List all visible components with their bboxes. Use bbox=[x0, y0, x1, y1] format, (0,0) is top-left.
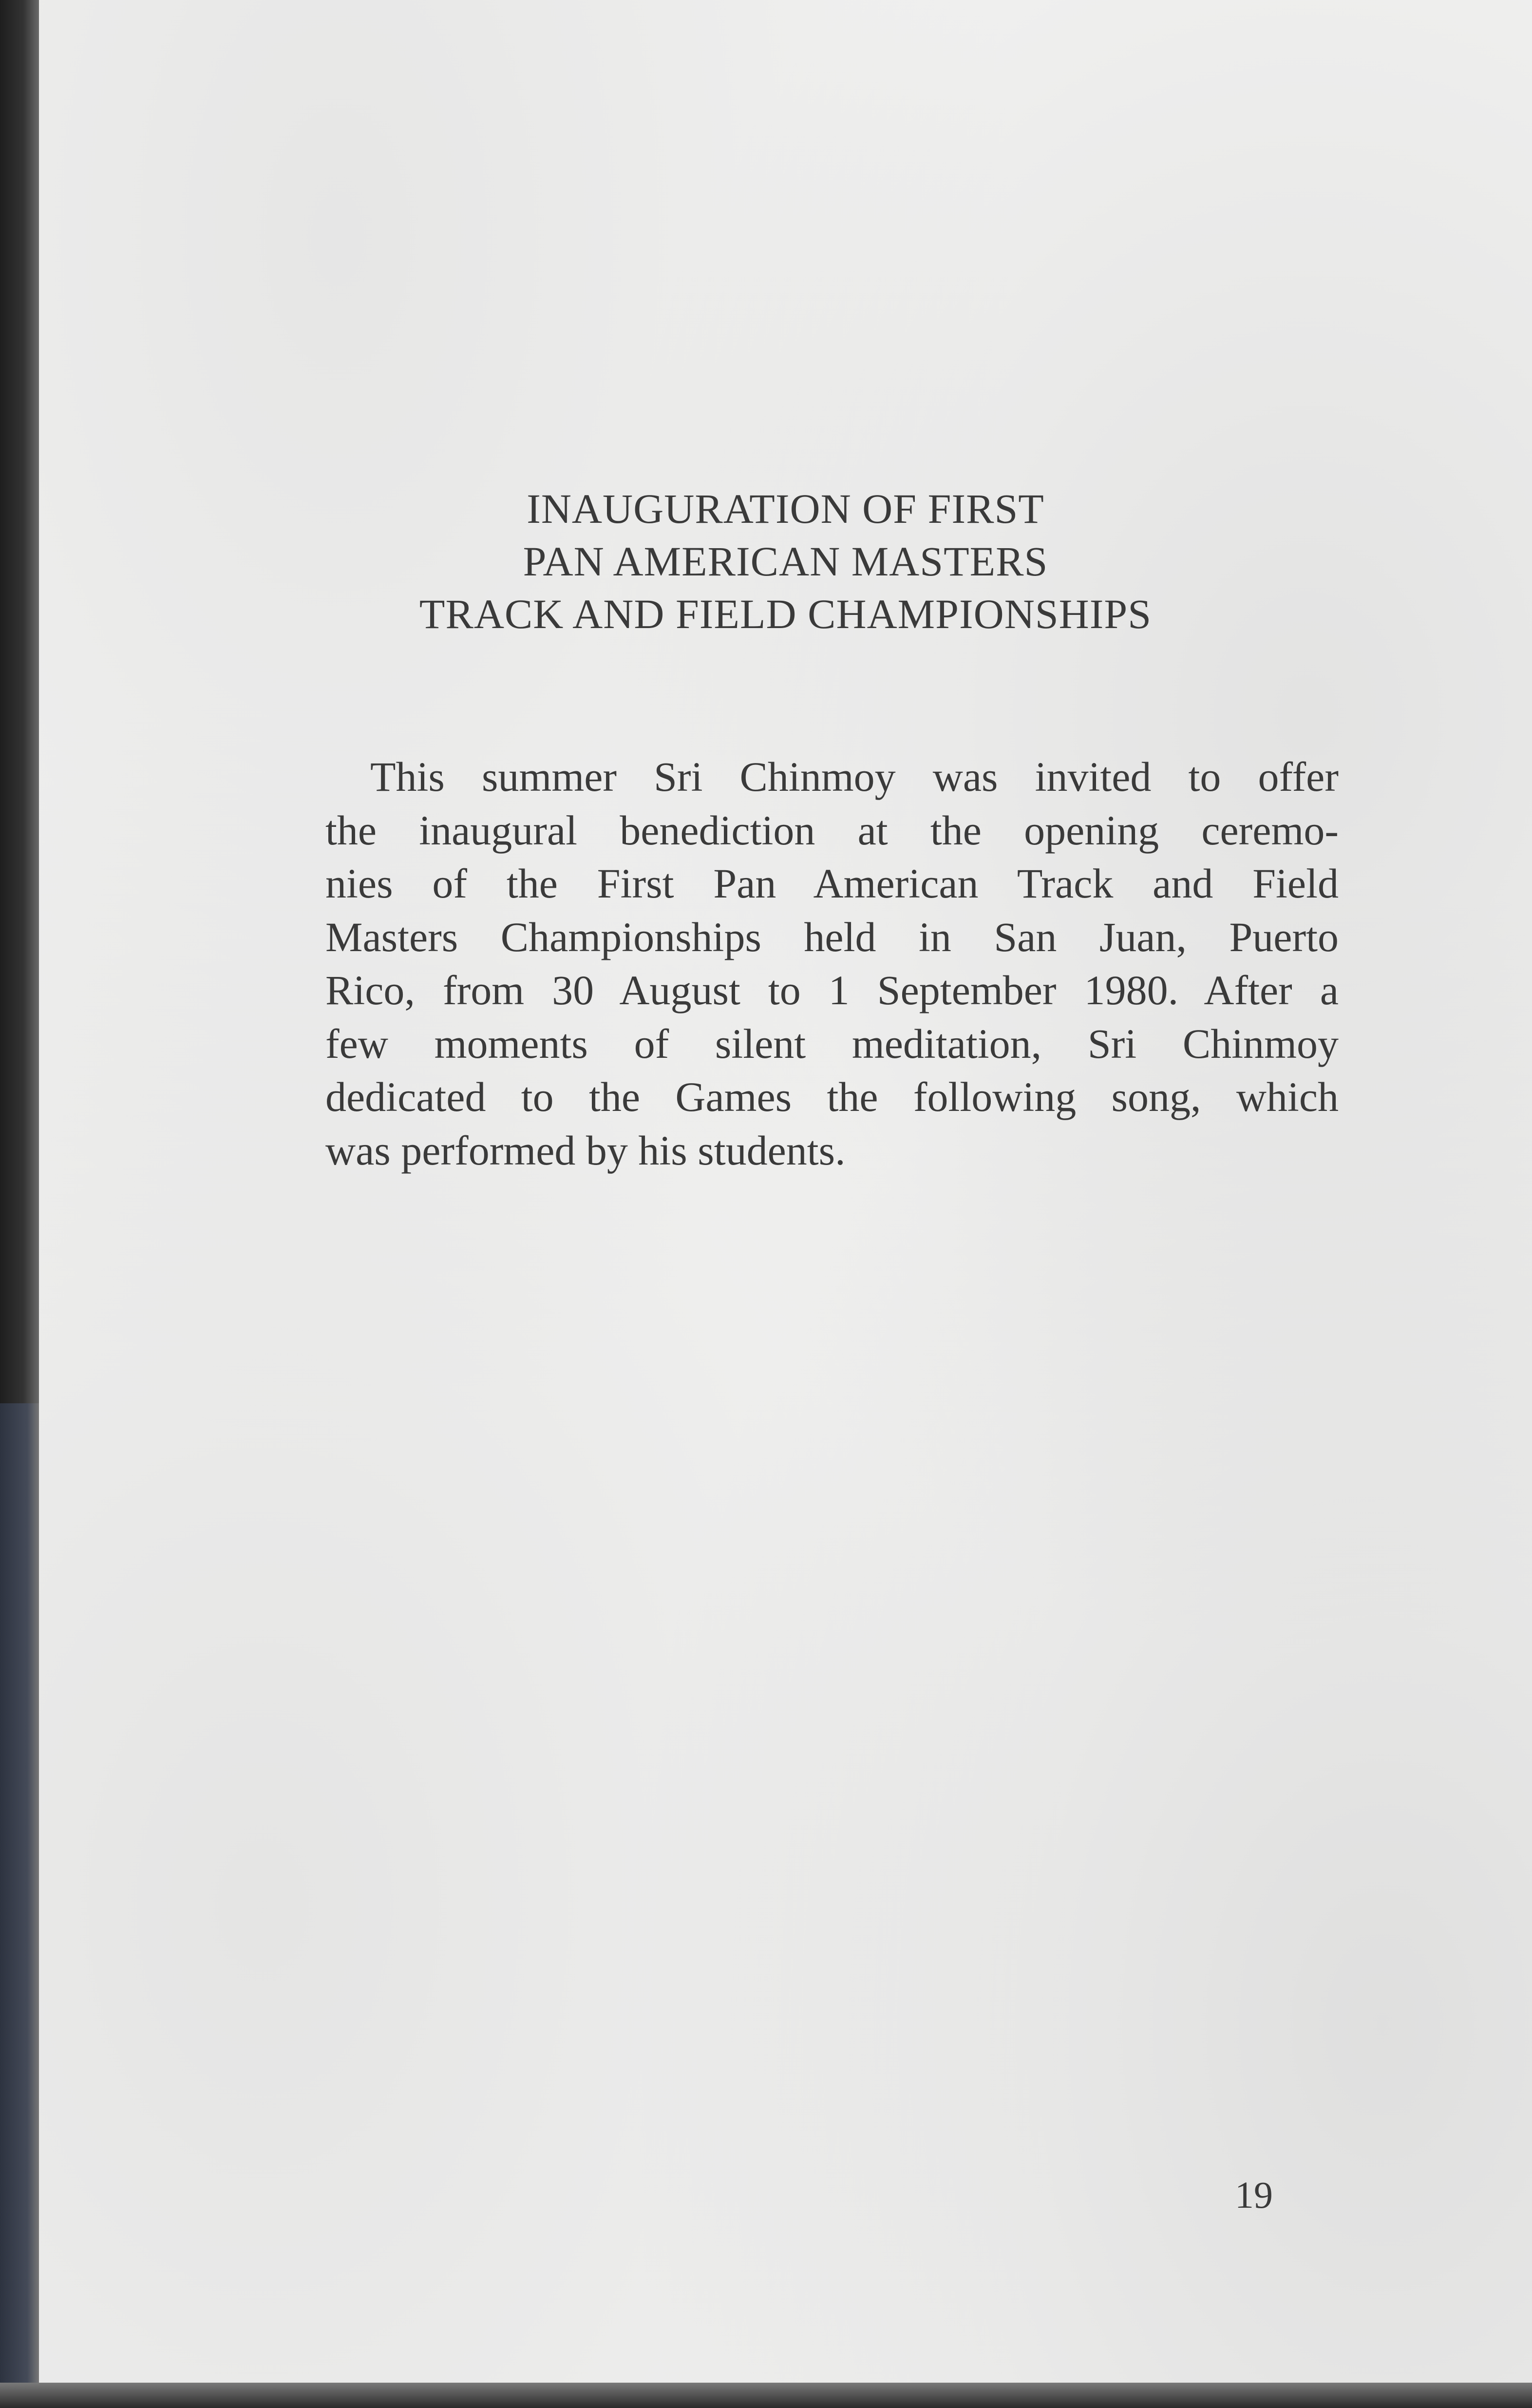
body-line: the inaugural benediction at the opening ceremo- bbox=[325, 806, 1339, 854]
book-page bbox=[39, 0, 1532, 2383]
body-line: few moments of silent meditation, Sri Chinmoy bbox=[325, 1020, 1339, 1067]
body-line: nies of the First Pan American Track and Field bbox=[325, 860, 1339, 907]
scan-left-edge bbox=[0, 0, 39, 2408]
page-number: 19 bbox=[1235, 2174, 1273, 2216]
body-line: dedicated to the Games the following song, which bbox=[325, 1073, 1339, 1120]
body-line: Rico, from 30 August to 1 September 1980. After a bbox=[325, 967, 1339, 1013]
body-line: This summer Sri Chinmoy was invited to offer bbox=[370, 753, 1339, 800]
page-title bbox=[39, 482, 1532, 640]
body-line: Masters Championships held in San Juan, Puerto bbox=[325, 913, 1339, 960]
scan-left-edge-lower bbox=[0, 1403, 39, 2408]
body-paragraph bbox=[325, 750, 1339, 1177]
scan-bottom-edge bbox=[0, 2383, 1532, 2408]
title-line: INAUGURATION OF FIRST bbox=[527, 485, 1044, 532]
title-line: PAN AMERICAN MASTERS bbox=[523, 538, 1048, 585]
title-line: TRACK AND FIELD CHAMPIONSHIPS bbox=[419, 591, 1152, 637]
body-line: was performed by his students. bbox=[325, 1127, 846, 1174]
